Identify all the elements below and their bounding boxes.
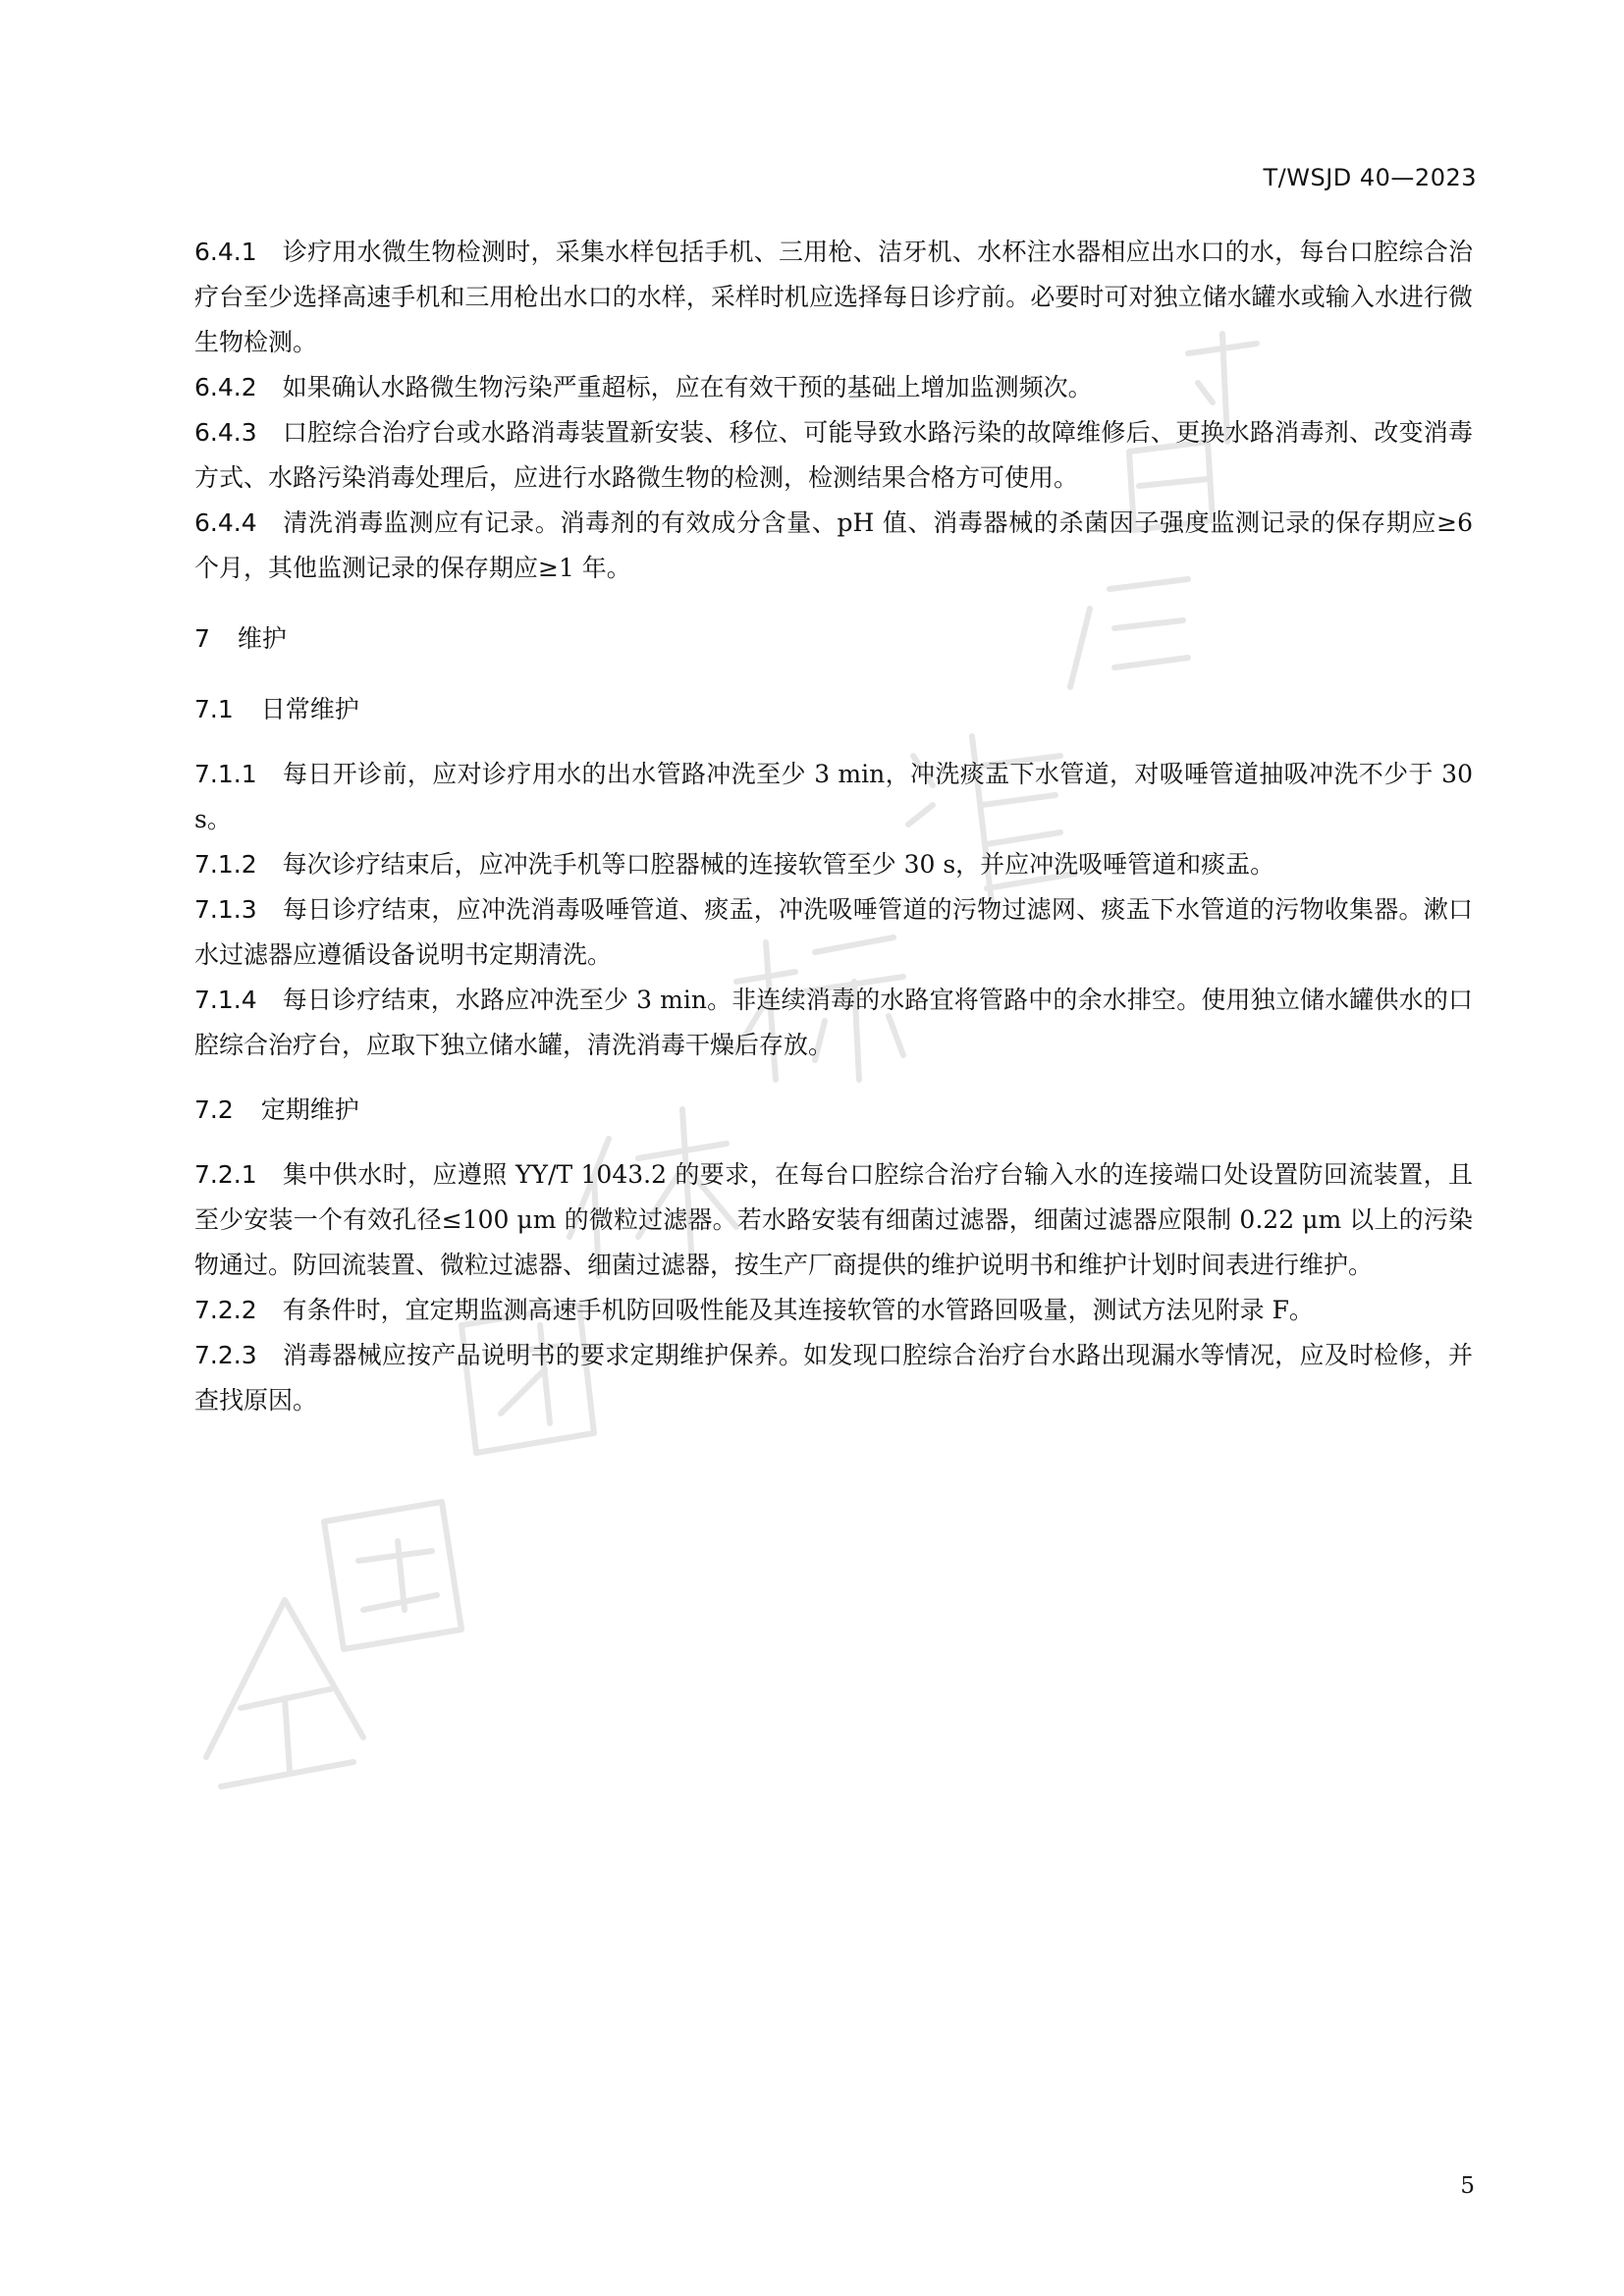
section-title: 定期维护 [260,1095,359,1124]
clause-number: 6.4.3 [194,418,257,447]
clause-number: 7.2.2 [194,1296,257,1324]
clause-number: 6.4.1 [194,238,257,266]
clause-number: 6.4.4 [194,508,257,537]
clause-number: 7.1.2 [194,850,257,879]
section-number: 7.1 [194,695,234,723]
clause-6-4-1 [194,230,1473,365]
section-number: 7 [194,624,210,653]
clause-text: 如果确认水路微生物污染严重超标，应在有效干预的基础上增加监测频次。 [282,373,1093,401]
clause-7-2-3 [194,1333,1473,1423]
clause-7-1-4 [194,978,1473,1068]
clause-text: 有条件时，宜定期监测高速手机防回吸性能及其连接软管的水管路回吸量，测试方法见附录 F。 [282,1296,1314,1324]
section-7-2-heading [194,1088,1473,1133]
clause-text: 清洗消毒监测应有记录。消毒剂的有效成分含量、pH 值、消毒器械的杀菌因子强度监测记录的保存期应≥6 个月，其他监测记录的保存期应≥1 年。 [194,508,1473,582]
section-title: 维护 [237,624,287,653]
section-title: 日常维护 [260,695,359,723]
clause-text: 集中供水时，应遵照 YY/T 1043.2 的要求，在每台口腔综合治疗台输入水的连接端口处设置防回流装置，且至少安装一个有效孔径≤100 μm 的微粒过滤器。若水路安装有细菌过滤器，细菌过滤器应限制 0.22 μm 以上的污染物通过。防回流装置、微粒过滤器、细菌过滤器，按生产厂商提供的维护说明书和维护计划时间表进行维护。 [194,1160,1473,1279]
clause-number: 6.4.2 [194,373,257,401]
section-number: 7.2 [194,1095,234,1124]
clause-7-1-3 [194,887,1473,978]
clause-text: 每日开诊前，应对诊疗用水的出水管路冲洗至少 3 min，冲洗痰盂下水管道，对吸唾管道抽吸冲洗不少于 30 s。 [194,760,1473,833]
clause-text: 每次诊疗结束后，应冲洗手机等口腔器械的连接软管至少 30 s，并应冲洗吸唾管道和痰盂。 [282,850,1275,879]
clause-7-1-2 [194,842,1473,887]
clause-7-1-1 [194,752,1473,842]
clause-text: 每日诊疗结束，应冲洗消毒吸唾管道、痰盂，冲洗吸唾管道的污物过滤网、痰盂下水管道的污物收集器。漱口水过滤器应遵循设备说明书定期清洗。 [194,895,1473,969]
document-body [194,230,1473,1423]
section-7-1-heading [194,687,1473,732]
clause-7-2-2 [194,1288,1473,1333]
page-number: 5 [1460,2173,1475,2199]
clause-number: 7.2.3 [194,1341,257,1369]
clause-6-4-2 [194,365,1473,410]
clause-6-4-4 [194,501,1473,591]
clause-7-2-1 [194,1152,1473,1288]
clause-6-4-3 [194,410,1473,501]
clause-text: 诊疗用水微生物检测时，采集水样包括手机、三用枪、洁牙机、水杯注水器相应出水口的水，每台口腔综合治疗台至少选择高速手机和三用枪出水口的水样，采样时机应选择每日诊疗前。必要时可对独立储水罐水或输入水进行微生物检测。 [194,238,1473,356]
clause-number: 7.1.1 [194,760,257,788]
clause-text: 口腔综合治疗台或水路消毒装置新安装、移位、可能导致水路污染的故障维修后、更换水路消毒剂、改变消毒方式、水路污染消毒处理后，应进行水路微生物的检测，检测结果合格方可使用。 [194,418,1473,492]
clause-number: 7.1.3 [194,895,257,924]
clause-text: 消毒器械应按产品说明书的要求定期维护保养。如发现口腔综合治疗台水路出现漏水等情况，应及时检修，并查找原因。 [194,1341,1473,1415]
clause-text: 每日诊疗结束，水路应冲洗至少 3 min。非连续消毒的水路宜将管路中的余水排空。使用独立储水罐供水的口腔综合治疗台，应取下独立储水罐，清洗消毒干燥后存放。 [194,986,1473,1059]
document-code: T/WSJD 40—2023 [1263,164,1477,191]
section-7-heading [194,616,1473,662]
clause-number: 7.1.4 [194,986,257,1014]
clause-number: 7.2.1 [194,1160,257,1189]
